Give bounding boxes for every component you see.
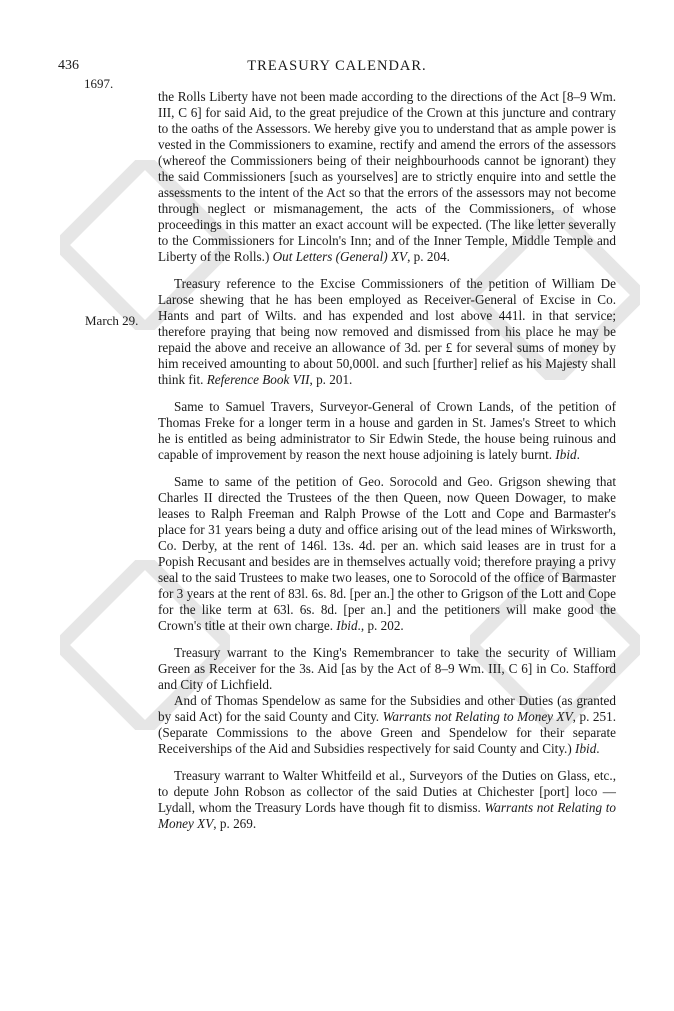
paragraph: Treasury reference to the Excise Commissioners of the petition of William De Larose shewing that he has been employed as Receiver-General of Excise in Co. Hants and part of Wilts. and has expended and lost above 441l. in that service; therefore praying that being now removed and dismissed from his place he may be repaid the above and receive an allowance of 3d. per £ for several sums of money by him received amounting to about 50,000l. and such [further] relief as his Majesty shall think fit. Reference Book VII, p. 201. <box>158 276 616 387</box>
paragraph: Same to Samuel Travers, Surveyor-General of Crown Lands, of the petition of Thomas Freke for a longer term in a house and garden in St. James's Street to which he is entitled as being administrator to Sir Edwin Stede, the house being ruinous and capable of improvement by reason the next house adjoining is lately burnt. Ibid. <box>158 399 616 462</box>
paragraph: the Rolls Liberty have not been made according to the directions of the Act [8–9 Wm. III, C 6] for said Aid, to the great prejudice of the Crown at this juncture and contrary to the oaths of the Assessors. We hereby give you to understand that as ample power is vested in the Commissioners to examine, rectify and amend the errors of the assessors (whereof the Commissioners being of their neighbourhoods cannot be ignorant) they the said Commissioners [such as yourselves] are to strictly enquire into and settle the assessments to the intent of the Act so that the errors of the assessors may not become through neglect or mismanagement, the acts of the Commissioners, of whose proceedings in this matter an exact account will be expected. (The like letter severally to the Commissioners for Lincoln's Inn; and of the Inner Temple, Middle Temple and Liberty of the Rolls.) Out Letters (General) XV, p. 204. <box>158 89 616 264</box>
paragraph: And of Thomas Spendelow as same for the Subsidies and other Duties (as granted by said Act) for the said County and City. Warrants not Relating to Money XV, p. 251. (Separate Commissions to the above Green and Spendelow for their separate Receiverships of the Aid and Subsidies respectively for said County and City.) Ibid. <box>158 693 616 756</box>
paragraph: Treasury warrant to Walter Whitfeild et al., Surveyors of the Duties on Glass, etc., to depute John Robson as collector of the said Duties at Chichester [port] loco — Lydall, whom the Treasury Lords have though fit to dismiss. Warrants not Relating to Money XV, p. 269. <box>158 768 616 831</box>
page-number: 436 <box>58 58 79 73</box>
margin-date: March 29. <box>85 313 139 328</box>
margin-year: 1697. <box>84 76 114 91</box>
main-text <box>158 89 616 843</box>
paragraph: Treasury warrant to the King's Remembrancer to take the security of William Green as Receiver for the 3s. Aid [as by the Act of 8–9 Wm. III, C 6] in Co. Stafford and City of Lichfield. <box>158 645 616 692</box>
paragraph: Same to same of the petition of Geo. Sorocold and Geo. Grigson shewing that Charles II directed the Trustees of the then Queen, now Queen Dowager, to make leases to Ralph Freeman and Ralph Prowse of the Lott and Cope and Barmaster's place for 31 years being a duty and office arising out of the lead mines of Wirksworth, Co. Derby, at the rent of 146l. 13s. 4d. per an. which said leases are in trust for a Popish Recusant and besides are in themselves actually void; therefore praying a privy seal to the said Trustees to make two leases, one to Sorocold of the office of Barmaster for 3 years at the rent of 83l. 6s. 8d. [per an.] the other to Grigson of the Lott and Cope for the like term at 63l. 6s. 8d. [per an.] and the petitioners will make good the Crown's title at their own charge. Ibid., p. 202. <box>158 474 616 633</box>
running-title: TREASURY CALENDAR. <box>247 58 427 74</box>
